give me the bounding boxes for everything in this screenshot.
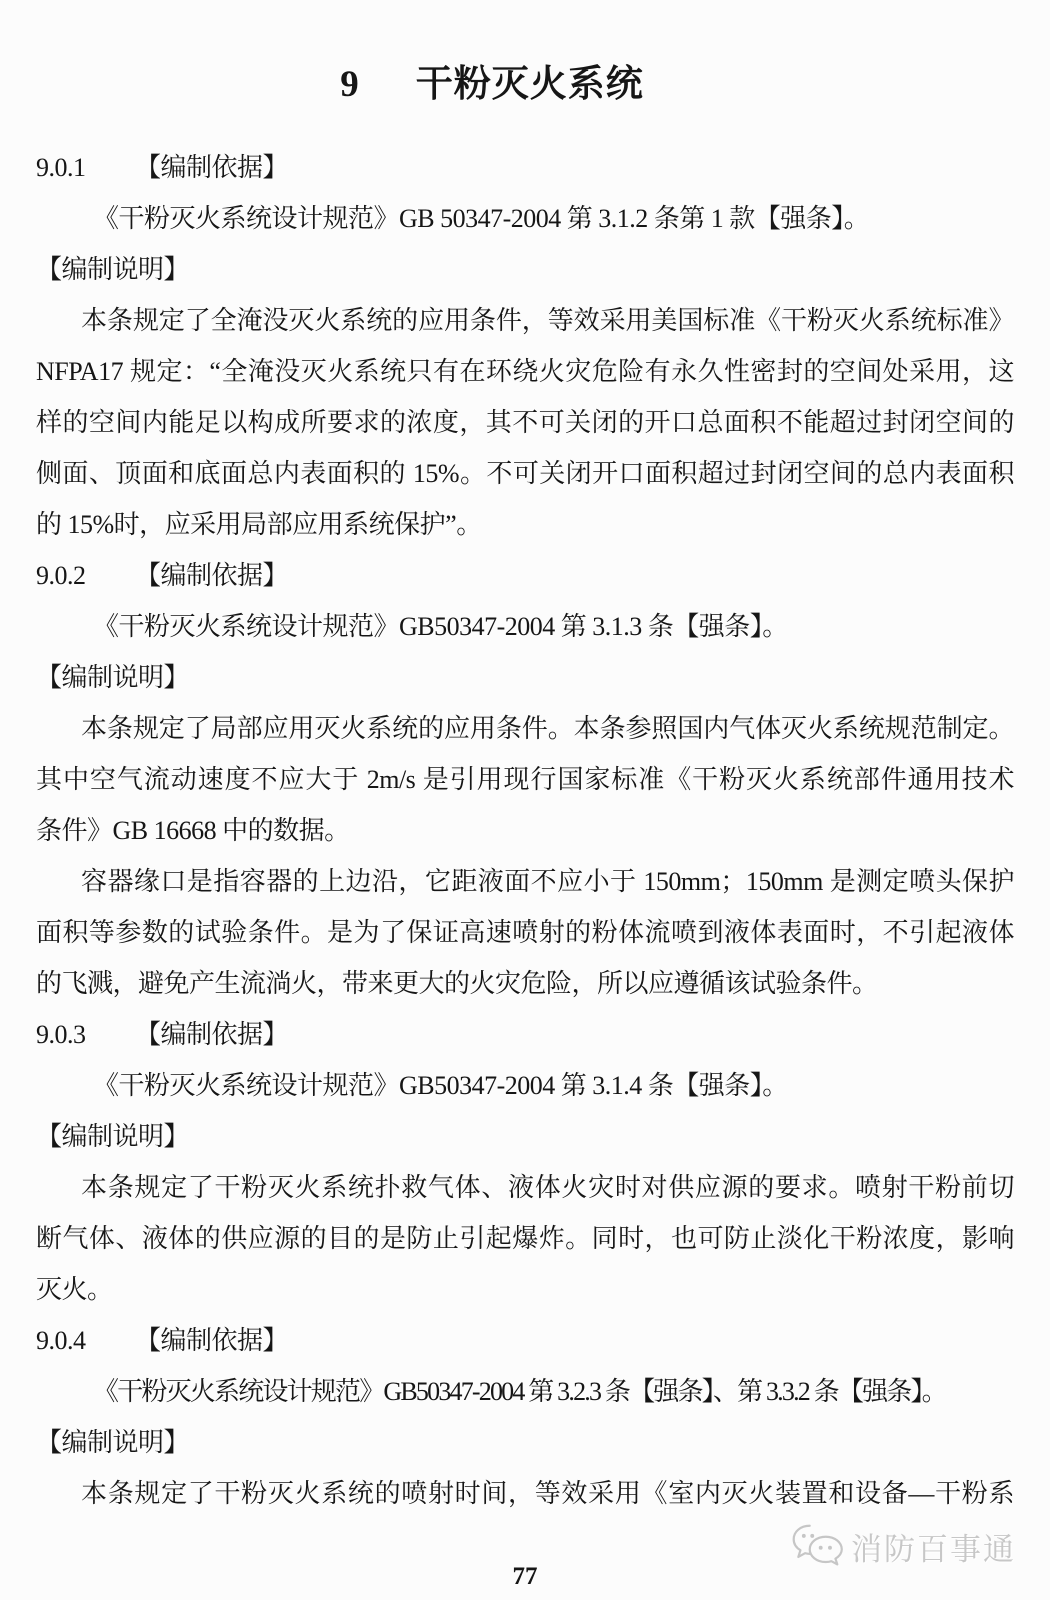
paragraph-line: 本条规定了干粉灭火系统的喷射时间，等效采用《室内灭火装置和设备—干粉系 bbox=[81, 1479, 1014, 1508]
paragraph-line: 其中空气流动速度不应大于 2m/s 是引用现行国家标准《干粉灭火系统部件通用技术 bbox=[36, 765, 1014, 794]
paragraph-line: 本条规定了干粉灭火系统扑救气体、液体火灾时对供应源的要求。喷射干粉前切 bbox=[81, 1173, 1014, 1202]
clause-number: 9.0.2 bbox=[36, 561, 86, 590]
clause-label: 【编制依据】 bbox=[135, 1020, 289, 1049]
reference-line: 《干粉灭火系统设计规范》GB50347-2004 第 3.2.3 条【强条】、第 3.3.2 条【强条】。 bbox=[93, 1377, 946, 1406]
section-label: 【编制说明】 bbox=[36, 1122, 190, 1151]
paragraph-line: 样的空间内能足以构成所要求的浓度，其不可关闭的开口总面积不能超过封闭空间的 bbox=[36, 408, 1014, 437]
paragraph-line: 条件》GB 16668 中的数据。 bbox=[36, 816, 350, 845]
chapter-title-text: 干粉灭火系统 bbox=[415, 64, 644, 105]
clause-number: 9.0.1 bbox=[36, 153, 86, 182]
clause-heading bbox=[36, 1009, 1014, 1060]
clause-number: 9.0.3 bbox=[36, 1020, 86, 1049]
paragraph-line: 容器缘口是指容器的上边沿，它距液面不应小于 150mm；150mm 是测定喷头保护 bbox=[81, 867, 1014, 896]
watermark-text: 消防百事通 bbox=[851, 1531, 1016, 1567]
clause-label: 【编制依据】 bbox=[135, 153, 289, 182]
page-title bbox=[0, 60, 1017, 110]
clause-heading bbox=[36, 550, 1014, 601]
reference-line: 《干粉灭火系统设计规范》GB 50347-2004 第 3.1.2 条第 1 款【强条】。 bbox=[93, 204, 870, 233]
section-label: 【编制说明】 bbox=[36, 255, 190, 284]
document-body bbox=[36, 142, 1014, 1519]
clause-heading bbox=[36, 1315, 1014, 1366]
page-number: 77 bbox=[512, 1563, 538, 1590]
paragraph-line: 的 15%时，应采用局部应用系统保护”。 bbox=[36, 510, 482, 539]
paragraph-line: 侧面、顶面和底面总内表面积的 15%。不可关闭开口面积超过封闭空间的总内表面积 bbox=[36, 459, 1014, 488]
clause-label: 【编制依据】 bbox=[135, 561, 289, 590]
clause-label: 【编制依据】 bbox=[135, 1326, 289, 1355]
section-label: 【编制说明】 bbox=[36, 663, 190, 692]
clause-heading bbox=[36, 142, 1014, 193]
paragraph-line: NFPA17 规定：“全淹没灭火系统只有在环绕火灾危险有永久性密封的空间处采用，这 bbox=[36, 357, 1014, 386]
paragraph-line: 本条规定了全淹没灭火系统的应用条件，等效采用美国标准《干粉灭火系统标准》 bbox=[81, 306, 1014, 335]
paragraph-line: 本条规定了局部应用灭火系统的应用条件。本条参照国内气体灭火系统规范制定。 bbox=[81, 714, 1014, 743]
chapter-number: 9 bbox=[340, 64, 360, 105]
paragraph-line: 断气体、液体的供应源的目的是防止引起爆炸。同时，也可防止淡化干粉浓度，影响 bbox=[36, 1224, 1014, 1253]
paragraph-line: 灭火。 bbox=[36, 1275, 113, 1304]
reference-line: 《干粉灭火系统设计规范》GB50347-2004 第 3.1.3 条【强条】。 bbox=[93, 612, 788, 641]
paragraph-line: 面积等参数的试验条件。是为了保证高速喷射的粉体流喷到液体表面时，不引起液体 bbox=[36, 918, 1014, 947]
reference-line: 《干粉灭火系统设计规范》GB50347-2004 第 3.1.4 条【强条】。 bbox=[93, 1071, 788, 1100]
section-label: 【编制说明】 bbox=[36, 1428, 190, 1457]
clause-number: 9.0.4 bbox=[36, 1326, 86, 1355]
paragraph-line: 的飞溅，避免产生流淌火，带来更大的火灾危险，所以应遵循该试验条件。 bbox=[36, 969, 878, 998]
